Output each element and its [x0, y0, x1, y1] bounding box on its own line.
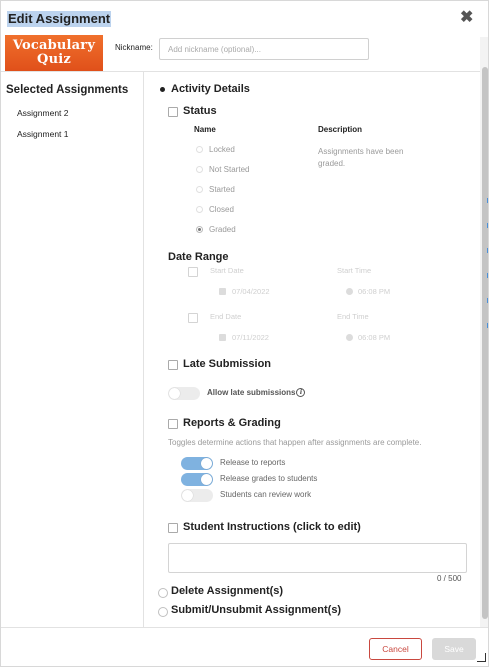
status-option-label: Locked: [209, 145, 235, 154]
close-icon[interactable]: ✖: [460, 9, 474, 26]
status-option-label: Graded: [209, 225, 236, 234]
status-option-label: Closed: [209, 205, 234, 214]
clock-icon: [346, 334, 353, 341]
start-date-label: Start Date: [210, 266, 244, 275]
student-instructions-checkbox[interactable]: [168, 523, 178, 533]
start-date-value[interactable]: 07/04/2022: [232, 287, 270, 296]
toggle-label: Release grades to students: [220, 474, 318, 483]
reports-grading-description: Toggles determine actions that happen after assignments are complete.: [168, 438, 422, 447]
selected-assignments-title: Selected Assignments: [6, 84, 129, 96]
reports-grading-checkbox[interactable]: [168, 419, 178, 429]
submit-assignment-label[interactable]: Submit/Unsubmit Assignment(s): [171, 604, 342, 616]
end-date-checkbox[interactable]: [188, 313, 198, 323]
toggle-knob: [169, 388, 180, 399]
activity-details-title[interactable]: Activity Details: [171, 83, 250, 95]
modal-title: Edit Assignment: [8, 11, 111, 26]
logo-line1: Vocabulary: [12, 38, 96, 53]
start-time-label: Start Time: [337, 266, 372, 275]
date-range-title: Date Range: [168, 251, 229, 263]
start-date-checkbox[interactable]: [188, 267, 198, 277]
allow-late-submissions-toggle[interactable]: [168, 387, 200, 400]
toggle-knob: [201, 474, 212, 485]
delete-assignment-label[interactable]: Delete Assignment(s): [171, 585, 284, 597]
allow-late-submissions-text: Allow late submissions: [207, 388, 296, 397]
calendar-icon: [219, 288, 226, 295]
allow-late-submissions-label: [207, 388, 305, 397]
students-can-review-toggle[interactable]: [181, 489, 213, 502]
reports-grading-title: Reports & Grading: [183, 417, 281, 429]
clock-icon: [346, 288, 353, 295]
toggle-label: Release to reports: [220, 458, 286, 467]
release-grades-toggle[interactable]: [181, 473, 213, 486]
status-name-header: Name: [194, 125, 216, 134]
status-radio-locked[interactable]: [196, 146, 203, 153]
sidebar-item-assignment-1[interactable]: Assignment 1: [17, 129, 69, 139]
start-time-value[interactable]: 06:08 PM: [358, 287, 391, 296]
end-date-label: End Date: [210, 312, 242, 321]
submit-assignment-radio[interactable]: [158, 607, 168, 617]
character-counter: 0 / 500: [437, 574, 462, 583]
student-instructions-input[interactable]: [168, 543, 467, 573]
status-option-label: Started: [209, 185, 235, 194]
cancel-button[interactable]: Cancel: [369, 638, 422, 660]
calendar-icon: [219, 334, 226, 341]
modal-header: [1, 1, 489, 37]
student-instructions-title[interactable]: Student Instructions (click to edit): [183, 521, 361, 533]
modal-footer: [1, 627, 489, 667]
end-date-value[interactable]: 07/11/2022: [232, 333, 269, 342]
status-checkbox[interactable]: [168, 107, 178, 117]
status-description-header: Description: [318, 125, 363, 134]
info-icon[interactable]: i: [296, 388, 305, 397]
delete-assignment-radio[interactable]: [158, 588, 168, 598]
status-radio-closed[interactable]: [196, 206, 203, 213]
header-divider: [1, 71, 481, 72]
status-radio-started[interactable]: [196, 186, 203, 193]
toggle-knob: [201, 458, 212, 469]
vocabulary-quiz-logo: [5, 35, 103, 71]
activity-details-bullet: [160, 87, 165, 92]
resize-handle[interactable]: [477, 653, 486, 662]
end-time-label: End Time: [337, 312, 369, 321]
logo-line2: Quiz: [37, 52, 71, 67]
status-description-text: Assignments have been graded.: [318, 147, 404, 168]
toggle-knob: [182, 490, 193, 501]
status-radio-graded[interactable]: [196, 226, 203, 233]
scrollbar-thumb[interactable]: [482, 67, 488, 619]
sidebar-item-assignment-2[interactable]: Assignment 2: [17, 108, 69, 118]
status-option-label: Not Started: [209, 165, 250, 174]
late-submission-checkbox[interactable]: [168, 360, 178, 370]
nickname-input[interactable]: [159, 38, 369, 60]
nickname-label: Nickname:: [115, 43, 153, 52]
release-to-reports-toggle[interactable]: [181, 457, 213, 470]
end-time-value[interactable]: 06:08 PM: [358, 333, 391, 342]
toggle-label: Students can review work: [220, 490, 312, 499]
sidebar-divider: [143, 72, 144, 627]
status-radio-not-started[interactable]: [196, 166, 203, 173]
late-submission-title: Late Submission: [183, 358, 272, 370]
status-title: Status: [183, 105, 217, 117]
save-button[interactable]: Save: [432, 638, 476, 660]
